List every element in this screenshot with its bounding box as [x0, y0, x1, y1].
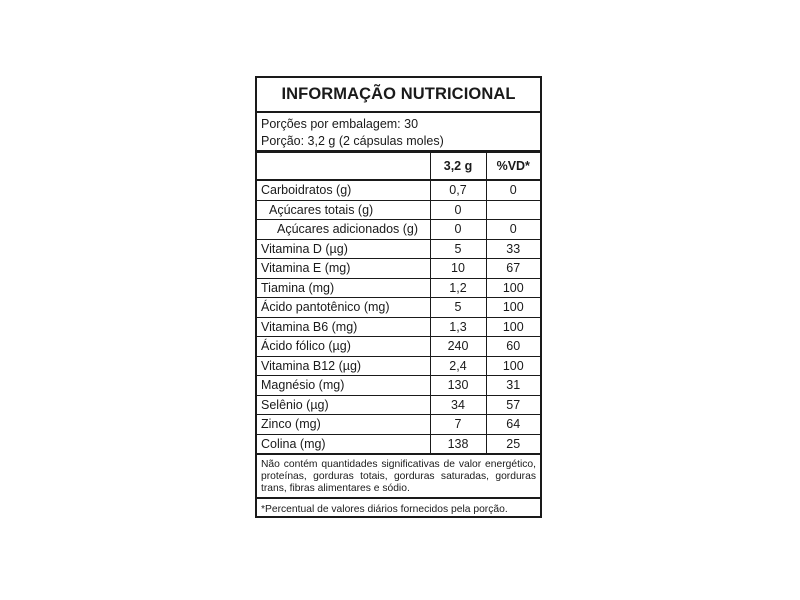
nutrient-amount: 10: [430, 259, 486, 279]
nutrient-dv: 0: [486, 180, 540, 200]
serving-size: Porção: 3,2 g (2 cápsulas moles): [261, 134, 444, 148]
nutrient-dv: 31: [486, 376, 540, 396]
nutrient-dv: 100: [486, 317, 540, 337]
insignificant-nutrients-note: Não contém quantidades significativas de valor energético, proteínas, gorduras totais, gorduras saturadas, gorduras trans, fibras alimentares e sódio.: [257, 455, 540, 499]
table-row: [257, 278, 540, 298]
nutrition-facts-label: [255, 76, 542, 518]
nutrient-dv: 64: [486, 415, 540, 435]
nutrient-dv: 100: [486, 278, 540, 298]
nutrient-name: Selênio (µg): [257, 395, 430, 415]
nutrient-amount: 130: [430, 376, 486, 396]
nutrient-dv: 67: [486, 259, 540, 279]
table-row: [257, 337, 540, 357]
table-row: [257, 395, 540, 415]
nutrient-amount: 5: [430, 298, 486, 318]
table-row: [257, 434, 540, 454]
nutrient-name: Tiamina (mg): [257, 278, 430, 298]
header-amount: 3,2 g: [430, 153, 486, 180]
dv-footnote: *Percentual de valores diários fornecidos pela porção.: [261, 504, 508, 515]
table-row: [257, 259, 540, 279]
nutrient-dv: 25: [486, 434, 540, 454]
nutrient-dv: [486, 200, 540, 220]
nutrient-name: Colina (mg): [257, 434, 430, 454]
nutrient-name: Zinco (mg): [257, 415, 430, 435]
table-row: [257, 356, 540, 376]
table-row: [257, 317, 540, 337]
table-row: [257, 415, 540, 435]
servings-per-package: Porções por embalagem: 30: [261, 117, 419, 131]
nutrient-amount: 0,7: [430, 180, 486, 200]
nutrient-amount: 1,2: [430, 278, 486, 298]
nutrient-amount: 138: [430, 434, 486, 454]
nutrient-amount: 34: [430, 395, 486, 415]
nutrient-name: Ácido pantotênico (mg): [257, 298, 430, 318]
table-header-row: [257, 153, 540, 180]
nutrient-amount: 240: [430, 337, 486, 357]
nutrient-amount: 7: [430, 415, 486, 435]
nutrient-dv: 100: [486, 298, 540, 318]
table-row: [257, 239, 540, 259]
nutrient-dv: 100: [486, 356, 540, 376]
header-empty: [257, 153, 430, 180]
nutrient-dv: 33: [486, 239, 540, 259]
nutrient-name: Açúcares totais (g): [257, 200, 430, 220]
table-row: [257, 376, 540, 396]
nutrient-amount: 1,3: [430, 317, 486, 337]
table-row: [257, 200, 540, 220]
table-row: [257, 298, 540, 318]
nutrient-name: Vitamina D (µg): [257, 239, 430, 259]
nutrient-name: Vitamina B12 (µg): [257, 356, 430, 376]
nutrient-name: Açúcares adicionados (g): [257, 220, 430, 240]
nutrient-amount: 0: [430, 220, 486, 240]
nutrient-dv: 57: [486, 395, 540, 415]
header-dv: %VD*: [486, 153, 540, 180]
nutrient-dv: 0: [486, 220, 540, 240]
label-title: INFORMAÇÃO NUTRICIONAL: [257, 78, 540, 113]
table-row: [257, 180, 540, 200]
portions-info: [257, 113, 540, 153]
nutrient-amount: 0: [430, 200, 486, 220]
nutrient-name: Vitamina B6 (mg): [257, 317, 430, 337]
table-row: [257, 220, 540, 240]
nutrient-dv: 60: [486, 337, 540, 357]
nutrient-name: Carboidratos (g): [257, 180, 430, 200]
nutrient-amount: 2,4: [430, 356, 486, 376]
nutrient-name: Ácido fólico (µg): [257, 337, 430, 357]
nutrient-amount: 5: [430, 239, 486, 259]
nutrient-table: [257, 153, 540, 455]
nutrient-name: Vitamina E (mg): [257, 259, 430, 279]
nutrient-name: Magnésio (mg): [257, 376, 430, 396]
